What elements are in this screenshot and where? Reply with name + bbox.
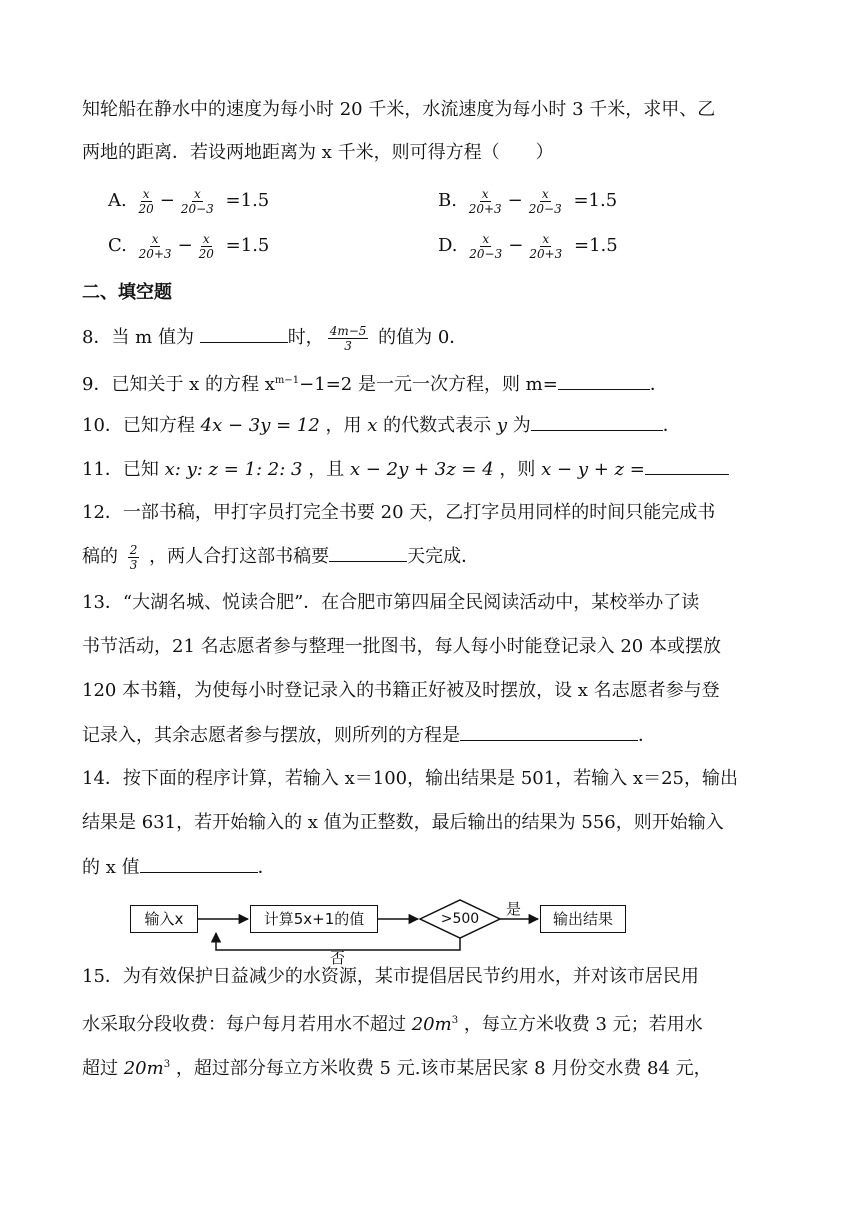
denominator: 20+3 (138, 246, 172, 261)
answer-blank[interactable] (558, 369, 650, 390)
option-label: B. (438, 190, 457, 211)
numerator: 4m−5 (329, 323, 367, 338)
fraction (527, 232, 564, 261)
numerator: x (202, 231, 210, 246)
fraction (136, 187, 155, 216)
exponent: 3 (163, 1059, 171, 1070)
option-c[interactable]: C. $\frac{x}{20+3}$ − $\frac{x}{20}$ =1.5 (108, 231, 270, 261)
flow-output-box: 输出结果 (540, 905, 626, 933)
denominator: 20−3 (180, 201, 214, 216)
numerator: x (151, 231, 159, 246)
q15-line-1: 15．为有效保护日益减少的水资源，某市提倡居民节约用水，并对该市居民用 (82, 966, 699, 987)
q13-line-4 (82, 720, 656, 751)
numerator: x (482, 231, 490, 246)
q8-text: 时， (287, 327, 324, 348)
fraction (137, 232, 174, 261)
question-11 (82, 454, 729, 485)
q14-line-2: 结果是 631，若开始输入的 x 值为正整数，最后输出的结果为 556，则开始输入 (82, 812, 724, 833)
quantity: 20m (411, 1014, 452, 1035)
q11-text: ，且 (302, 459, 350, 480)
equation: x: y: z = 1: 2: 3 (164, 459, 303, 480)
q15-line-2 (82, 1006, 703, 1040)
numerator: x (542, 231, 550, 246)
answer-blank[interactable] (531, 410, 663, 431)
q13-line-2: 书节活动，21 名志愿者参与整理一批图书，每人每小时能登记录入 20 本或摆放 (82, 636, 721, 657)
denominator: 20+3 (529, 246, 563, 261)
denominator: 20+3 (468, 201, 502, 216)
flow-no-label: 否 (330, 949, 346, 967)
fraction (467, 232, 504, 261)
q11-text: ，则 (493, 459, 542, 480)
option-label: D. (438, 235, 458, 256)
q7-line-2: 两地的距离．若设两地距离为 x 千米，则可得方程（ ） (82, 142, 554, 163)
equation: x − y + z = (541, 459, 645, 480)
q15-text: 超过 (82, 1058, 124, 1079)
option-rhs: =1.5 (225, 235, 270, 256)
denominator: 20 (198, 246, 214, 261)
equation: 4x − 3y = 12 (200, 415, 320, 436)
quantity: 20m (123, 1058, 164, 1079)
option-a[interactable]: A. $\frac{x}{20}$ − $\frac{x}{20-3}$ =1.5 (108, 186, 270, 216)
q8-text: 8．当 m 值为 (82, 327, 200, 348)
q10-text: ，用 (319, 415, 368, 436)
question-10 (82, 410, 681, 441)
q8-text: 的值为 0． (372, 327, 468, 348)
q13-text: ． (638, 725, 656, 746)
question-9 (82, 366, 668, 400)
q12-line-1: 12．一部书稿，甲打字员打完全书要 20 天，乙打字员用同样的时间只能完成书 (82, 502, 716, 523)
q9-text: −1=2 是一元一次方程，则 m= (299, 374, 558, 395)
option-label: C. (108, 235, 127, 256)
flow-yes-label: 是 (506, 900, 522, 918)
numerator: x (193, 186, 201, 201)
flow-condition: >500 (440, 911, 480, 927)
numerator: x (481, 186, 489, 201)
q14-line-3 (82, 852, 276, 883)
q11-text: 11．已知 (82, 459, 165, 480)
equation: x − 2y + 3z = 4 (349, 459, 494, 480)
option-rhs: =1.5 (573, 190, 618, 211)
denominator: 3 (344, 338, 352, 353)
numerator: 2 (129, 542, 138, 557)
q10-text: 的代数式表示 (377, 415, 497, 436)
option-rhs: =1.5 (574, 235, 618, 256)
q15-text: 水采取分段收费：每户每月若用水不超过 (82, 1014, 412, 1035)
q15-line-3 (82, 1050, 712, 1084)
option-label: A. (108, 190, 127, 211)
q7-line-1: 知轮船在静水中的速度为每小时 20 千米，水流速度为每小时 3 千米，求甲、乙 (82, 99, 716, 120)
exponent: 3 (451, 1015, 459, 1026)
numerator: x (541, 186, 549, 201)
fraction (527, 187, 564, 216)
section-heading: 二、填空题 (82, 282, 172, 303)
flow-calc-box: 计算5x+1的值 (250, 905, 378, 933)
q10-text: 为 (507, 415, 531, 436)
fraction (128, 543, 140, 572)
answer-blank[interactable] (645, 454, 729, 475)
q10-text: ． (662, 415, 681, 436)
answer-blank[interactable] (200, 322, 288, 343)
fraction (328, 324, 369, 353)
q15-text: ，超过部分每立方米收费 5 元.该市某居民家 8 月份交水费 84 元， (170, 1058, 712, 1079)
denominator: 20−3 (528, 201, 562, 216)
q9-text: 9．已知关于 x 的方程 x (82, 374, 275, 395)
question-8 (82, 322, 467, 353)
option-b[interactable]: B. $\frac{x}{20+3}$ − $\frac{x}{20-3}$ =1.5 (438, 186, 618, 216)
q13-line-3: 120 本书籍，为使每小时登记录入的书籍正好被及时摆放，设 x 名志愿者参与登 (82, 680, 720, 701)
variable: y (496, 415, 508, 436)
answer-blank[interactable] (460, 720, 638, 741)
answer-blank[interactable] (140, 852, 258, 873)
q14-text: 的 x 值 (82, 857, 140, 878)
q12-text: 天完成． (407, 546, 480, 567)
fraction (197, 232, 216, 261)
q12-text: 稿的 (82, 546, 124, 567)
numerator: x (142, 186, 150, 201)
flow-input-box: 输入x (130, 905, 198, 933)
q9-text: ． (649, 374, 668, 395)
flowchart (120, 886, 640, 966)
denominator: 3 (129, 557, 138, 572)
exponent: m−1 (274, 375, 300, 386)
q13-line-1: 13．“大湖名城、悦读合肥”．在合肥市第四届全民阅读活动中，某校举办了读 (82, 592, 700, 613)
q14-line-1: 14．按下面的程序计算，若输入 x＝100，输出结果是 501，若输入 x＝25，输出 (82, 768, 738, 789)
denominator: 20 (138, 201, 154, 216)
fraction (467, 187, 504, 216)
q13-text: 记录入，其余志愿者参与摆放，则所列的方程是 (82, 725, 460, 746)
q10-text: 10．已知方程 (82, 415, 201, 436)
fraction (179, 187, 216, 216)
q14-text: ． (257, 857, 276, 878)
answer-blank[interactable] (329, 541, 407, 562)
denominator: 20−3 (469, 246, 503, 261)
option-d[interactable]: D. $\frac{x}{20-3}$ − $\frac{x}{20+3}$ =1.5 (438, 231, 618, 261)
option-rhs: =1.5 (225, 190, 270, 211)
q12-line-2 (82, 541, 479, 572)
variable: x (367, 415, 378, 436)
q12-text: ，两人合打这部书稿要 (143, 546, 330, 567)
q15-text: ，每立方米收费 3 元；若用水 (458, 1014, 703, 1035)
